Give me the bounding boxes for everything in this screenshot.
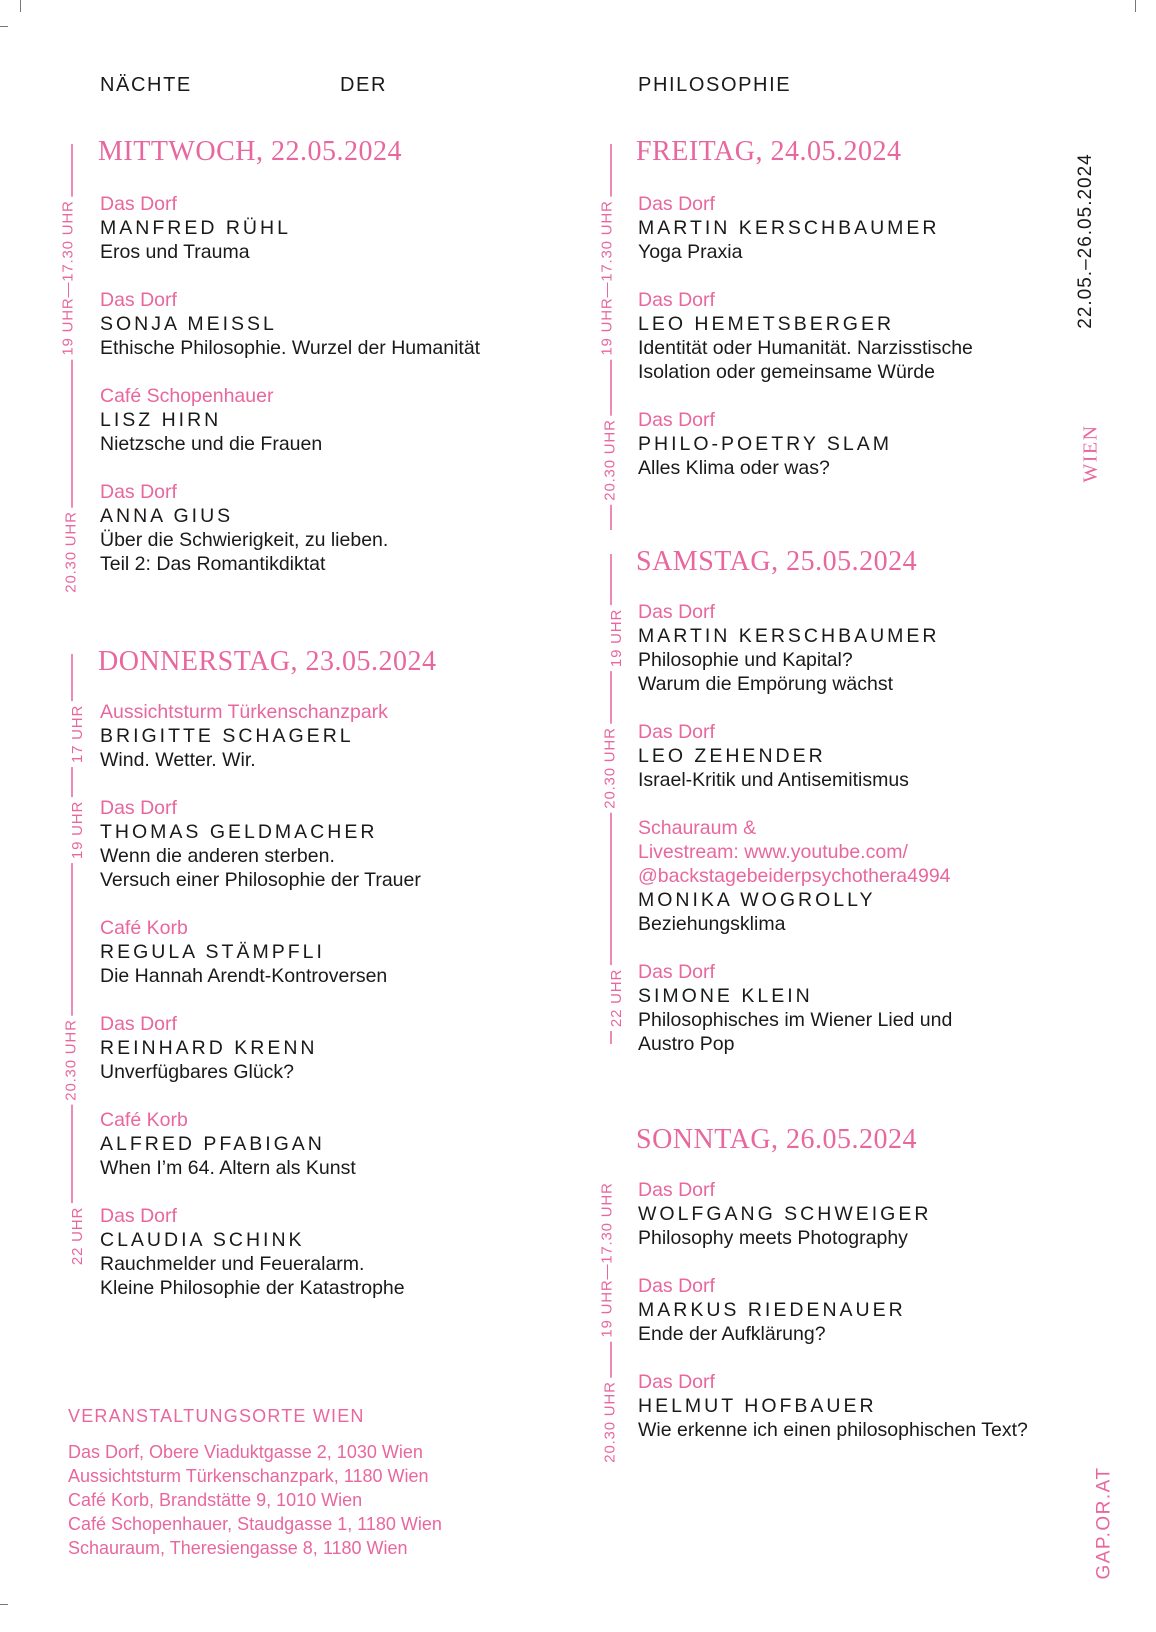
day-heading-mittwoch: MITTWOCH, 22.05.2024 [98, 136, 402, 167]
event-speaker: ALFRED PFABIGAN [100, 1133, 325, 1155]
time-label: 20.30 UHR [64, 1015, 80, 1104]
event-speaker: SIMONE KLEIN [638, 985, 813, 1007]
event-location: Das Dorf [638, 409, 715, 431]
event-location: Café Korb [100, 1109, 188, 1131]
venue-item: Aussichtsturm Türkenschanzpark, 1180 Wien [68, 1466, 429, 1486]
event-item [638, 720, 1118, 792]
event-item [638, 1274, 1118, 1346]
event-item [100, 480, 580, 576]
time-label: 20.30 UHR [603, 723, 619, 812]
event-title: Yoga Praxia [638, 241, 743, 263]
event-title: Philosophy meets Photography [638, 1227, 908, 1249]
event-location: Das Dorf [638, 961, 715, 983]
event-speaker: SONJA MEISSL [100, 313, 277, 335]
time-label: 22 UHR [70, 1203, 86, 1269]
event-location: Schauraum & [638, 817, 757, 839]
event-item [638, 192, 1118, 264]
header-word-der: DER [340, 74, 388, 96]
event-speaker: THOMAS GELDMACHER [100, 821, 378, 843]
event-item [100, 192, 580, 264]
event-location: Café Korb [100, 917, 188, 939]
event-location: Das Dorf [100, 1013, 177, 1035]
event-item [100, 916, 580, 988]
venue-item: Café Korb, Brandstätte 9, 1010 Wien [68, 1490, 363, 1510]
event-item [100, 1108, 580, 1180]
day-heading-donnerstag: DONNERSTAG, 23.05.2024 [98, 646, 437, 677]
event-location: Livestream: www.youtube.com/ [638, 841, 908, 863]
event-title: Die Hannah Arendt-Kontroversen [100, 965, 388, 987]
event-title: Über die Schwierigkeit, zu lieben. [100, 529, 389, 551]
event-item [638, 408, 1118, 483]
event-item [100, 796, 580, 892]
event-item [638, 600, 1118, 696]
event-location: Das Dorf [638, 1371, 715, 1393]
time-label: 20.30 UHR [603, 415, 619, 504]
time-label: 19 UHR [70, 797, 86, 863]
time-label: 19 UHR—17.30 UHR [61, 196, 77, 359]
event-item [638, 1178, 1118, 1250]
event-item [638, 1370, 1118, 1442]
event-title: Wenn die anderen sterben. [100, 845, 335, 867]
event-item [638, 816, 1118, 936]
event-location: Das Dorf [638, 721, 715, 743]
day-heading-samstag: SAMSTAG, 25.05.2024 [636, 546, 918, 577]
event-location: @backstagebeiderpsychothera4994 [638, 865, 951, 887]
side-url: GAP.OR.AT [1093, 1466, 1115, 1580]
event-title: Versuch einer Philosophie der Trauer [100, 869, 421, 891]
event-item [100, 384, 580, 456]
event-speaker: LISZ HIRN [100, 409, 222, 431]
event-speaker: PHILO-POETRY SLAM [638, 433, 893, 455]
header-word-naechte: NÄCHTE [100, 74, 192, 96]
event-title: Rauchmelder und Feueralarm. [100, 1253, 365, 1275]
venue-item: Das Dorf, Obere Viaduktgasse 2, 1030 Wien [68, 1442, 423, 1462]
day-heading-freitag: FREITAG, 24.05.2024 [636, 136, 902, 167]
event-title: Unverfügbares Glück? [100, 1061, 295, 1083]
event-speaker: LEO ZEHENDER [638, 745, 826, 767]
time-label: 17 UHR [70, 701, 86, 767]
event-title: Israel-Kritik und Antisemitismus [638, 769, 909, 791]
event-title: Wind. Wetter. Wir. [100, 749, 256, 771]
event-speaker: MANFRED RÜHL [100, 217, 291, 239]
crop-mark [20, 0, 21, 12]
event-title: Ende der Aufklärung? [638, 1323, 826, 1345]
event-title: Wie erkenne ich einen philosophischen Text? [638, 1419, 1028, 1441]
event-title: Nietzsche und die Frauen [100, 433, 323, 455]
event-speaker: HELMUT HOFBAUER [638, 1395, 877, 1417]
event-speaker: MARTIN KERSCHBAUMER [638, 625, 940, 647]
event-location: Das Dorf [638, 193, 715, 215]
event-title: Warum die Empörung wächst [638, 673, 894, 695]
event-speaker: BRIGITTE SCHAGERL [100, 725, 354, 747]
event-title: Philosophisches im Wiener Lied und [638, 1009, 953, 1031]
event-title: Philosophie und Kapital? [638, 649, 853, 671]
event-title: Alles Klima oder was? [638, 457, 830, 479]
time-label: 19 UHR—17.30 UHR [600, 196, 616, 359]
event-speaker: REGULA STÄMPFLI [100, 941, 325, 963]
venues-heading: VERANSTALTUNGSORTE WIEN [68, 1406, 365, 1426]
event-speaker: WOLFGANG SCHWEIGER [638, 1203, 932, 1225]
event-speaker: MARKUS RIEDENAUER [638, 1299, 906, 1321]
event-location: Das Dorf [638, 601, 715, 623]
event-location: Das Dorf [638, 289, 715, 311]
crop-mark [1135, 0, 1136, 12]
time-label: 22 UHR [609, 965, 625, 1031]
event-location: Das Dorf [100, 1205, 177, 1227]
event-speaker: CLAUDIA SCHINK [100, 1229, 305, 1251]
time-label: 19 UHR—17.30 UHR [600, 1178, 616, 1341]
event-location: Das Dorf [100, 797, 177, 819]
event-location: Das Dorf [638, 1179, 715, 1201]
event-location: Das Dorf [100, 193, 177, 215]
event-location: Das Dorf [638, 1275, 715, 1297]
event-item [100, 288, 580, 360]
event-item [100, 1204, 580, 1300]
day-heading-sonntag: SONNTAG, 26.05.2024 [636, 1124, 918, 1155]
event-location: Aussichtsturm Türkenschanzpark [100, 701, 388, 723]
venue-item: Café Schopenhauer, Staudgasse 1, 1180 Wien [68, 1514, 442, 1534]
event-title: When I’m 64. Altern als Kunst [100, 1157, 356, 1179]
venues-block [68, 1404, 442, 1560]
crop-mark [0, 26, 8, 27]
event-location: Das Dorf [100, 289, 177, 311]
event-speaker: MARTIN KERSCHBAUMER [638, 217, 940, 239]
event-speaker: REINHARD KRENN [100, 1037, 318, 1059]
event-item [638, 960, 1118, 1056]
event-location: Café Schopenhauer [100, 385, 274, 407]
event-item [100, 700, 580, 772]
event-title: Teil 2: Das Romantikdiktat [100, 553, 326, 575]
event-speaker: MONIKA WOGROLLY [638, 889, 876, 911]
event-title: Identität oder Humanität. Narzisstische [638, 337, 973, 359]
event-item [100, 1012, 580, 1084]
venue-item: Schauraum, Theresiengasse 8, 1180 Wien [68, 1538, 408, 1558]
event-speaker: LEO HEMETSBERGER [638, 313, 895, 335]
event-title: Eros und Trauma [100, 241, 250, 263]
event-title: Beziehungsklima [638, 913, 786, 935]
crop-mark [0, 1604, 8, 1605]
event-location: Das Dorf [100, 481, 177, 503]
side-city: WIEN [1079, 424, 1102, 483]
event-title: Isolation oder gemeinsame Würde [638, 361, 935, 383]
header-word-philosophie: PHILOSOPHIE [638, 74, 792, 96]
event-title: Ethische Philosophie. Wurzel der Humanität [100, 337, 481, 359]
event-item [638, 288, 1118, 384]
time-label: 20.30 UHR [64, 507, 80, 596]
event-speaker: ANNA GIUS [100, 505, 234, 527]
time-label: 20.30 UHR [603, 1377, 619, 1466]
event-title: Kleine Philosophie der Katastrophe [100, 1277, 405, 1299]
event-title: Austro Pop [638, 1033, 735, 1055]
side-date-range: 22.05.–26.05.2024 [1074, 153, 1096, 329]
time-label: 19 UHR [609, 605, 625, 671]
